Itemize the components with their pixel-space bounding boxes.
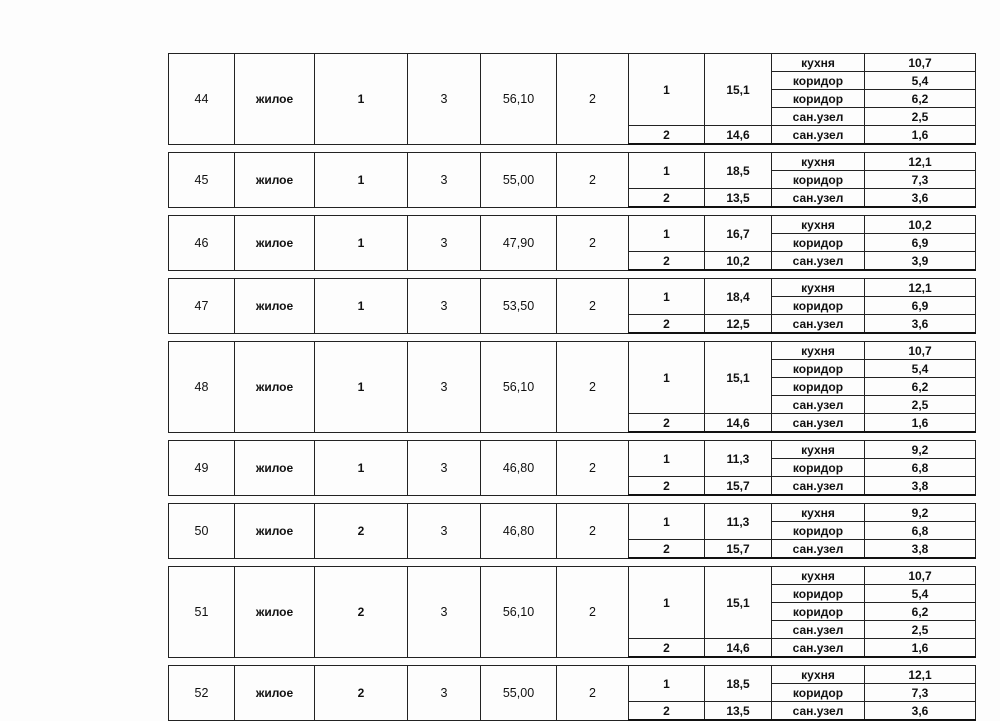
aux-room-name: коридор: [772, 72, 865, 90]
aux-room-area: 2,5: [865, 396, 976, 414]
room-number: 2: [629, 315, 705, 334]
group-separator: [169, 270, 976, 279]
aux-room-area: 2,5: [865, 108, 976, 126]
aux-room-name: кухня: [772, 342, 865, 360]
room-number: 2: [629, 414, 705, 433]
aux-room-area: 10,7: [865, 567, 976, 585]
aux-room-area: 1,6: [865, 414, 976, 433]
total-area: 56,10: [481, 342, 557, 433]
floor: 1: [315, 216, 408, 271]
group-separator: [169, 657, 976, 666]
group-separator: [169, 558, 976, 567]
rooms-count: 2: [557, 54, 629, 145]
aux-room-name: коридор: [772, 603, 865, 621]
premises-type: жилое: [235, 441, 315, 496]
rooms-count: 2: [557, 567, 629, 658]
aux-room-name: сан.узел: [772, 540, 865, 559]
table-row: [169, 342, 976, 360]
total-area: 55,00: [481, 666, 557, 721]
room-area: 15,1: [705, 342, 772, 414]
aux-room-name: сан.узел: [772, 108, 865, 126]
aux-room-name: коридор: [772, 171, 865, 189]
room-number: 1: [629, 342, 705, 414]
rooms-count: 2: [557, 441, 629, 496]
separator-cell: [169, 495, 976, 504]
aux-room-name: коридор: [772, 234, 865, 252]
total-area: 56,10: [481, 54, 557, 145]
col4-value: 3: [408, 279, 481, 334]
aux-room-name: сан.узел: [772, 126, 865, 145]
apartment-number: 50: [169, 504, 235, 559]
total-area: 53,50: [481, 279, 557, 334]
room-area: 15,7: [705, 477, 772, 496]
aux-room-area: 3,6: [865, 315, 976, 334]
table-row: [169, 567, 976, 585]
room-number: 2: [629, 540, 705, 559]
room-area: 10,2: [705, 252, 772, 271]
aux-room-name: коридор: [772, 459, 865, 477]
table-row: [169, 279, 976, 297]
room-number: 1: [629, 567, 705, 639]
col4-value: 3: [408, 504, 481, 559]
room-number: 2: [629, 639, 705, 658]
room-number: 1: [629, 54, 705, 126]
aux-room-name: коридор: [772, 684, 865, 702]
aux-room-name: сан.узел: [772, 621, 865, 639]
aux-room-area: 9,2: [865, 441, 976, 459]
room-area: 16,7: [705, 216, 772, 252]
aux-room-name: коридор: [772, 90, 865, 108]
table-row: [169, 216, 976, 234]
col4-value: 3: [408, 666, 481, 721]
room-number: 1: [629, 153, 705, 189]
aux-room-area: 7,3: [865, 684, 976, 702]
premises-type: жилое: [235, 216, 315, 271]
aux-room-area: 12,1: [865, 279, 976, 297]
total-area: 56,10: [481, 567, 557, 658]
room-area: 15,1: [705, 567, 772, 639]
apartment-number: 49: [169, 441, 235, 496]
room-area: 11,3: [705, 441, 772, 477]
room-area: 12,5: [705, 315, 772, 334]
aux-room-name: кухня: [772, 216, 865, 234]
apartment-number: 45: [169, 153, 235, 208]
aux-room-area: 6,2: [865, 378, 976, 396]
floor: 1: [315, 153, 408, 208]
apartment-number: 47: [169, 279, 235, 334]
floor: 1: [315, 279, 408, 334]
separator-cell: [169, 558, 976, 567]
aux-room-name: сан.узел: [772, 396, 865, 414]
aux-room-area: 10,7: [865, 342, 976, 360]
table-row: [169, 153, 976, 171]
room-area: 18,4: [705, 279, 772, 315]
aux-room-area: 3,8: [865, 540, 976, 559]
apartment-number: 48: [169, 342, 235, 433]
table-row: [169, 54, 976, 72]
aux-room-name: сан.узел: [772, 252, 865, 271]
room-number: 2: [629, 189, 705, 208]
aux-room-name: коридор: [772, 378, 865, 396]
aux-room-area: 6,2: [865, 90, 976, 108]
total-area: 46,80: [481, 504, 557, 559]
premises-type: жилое: [235, 666, 315, 721]
rooms-count: 2: [557, 342, 629, 433]
aux-room-name: сан.узел: [772, 702, 865, 721]
aux-room-area: 5,4: [865, 360, 976, 378]
aux-room-name: коридор: [772, 360, 865, 378]
separator-cell: [169, 333, 976, 342]
aux-room-name: кухня: [772, 54, 865, 72]
aux-room-name: кухня: [772, 279, 865, 297]
separator-cell: [169, 432, 976, 441]
room-area: 14,6: [705, 639, 772, 658]
group-separator: [169, 333, 976, 342]
floor: 1: [315, 342, 408, 433]
aux-room-area: 5,4: [865, 585, 976, 603]
aux-room-area: 1,6: [865, 639, 976, 658]
rooms-count: 2: [557, 504, 629, 559]
aux-room-name: кухня: [772, 504, 865, 522]
aux-room-name: кухня: [772, 153, 865, 171]
aux-room-name: сан.узел: [772, 414, 865, 433]
aux-room-name: сан.узел: [772, 639, 865, 658]
room-number: 1: [629, 441, 705, 477]
group-separator: [169, 432, 976, 441]
aux-room-name: сан.узел: [772, 189, 865, 208]
room-area: 13,5: [705, 189, 772, 208]
aux-room-area: 6,8: [865, 459, 976, 477]
room-number: 1: [629, 666, 705, 702]
room-area: 13,5: [705, 702, 772, 721]
room-number: 1: [629, 216, 705, 252]
room-area: 14,6: [705, 126, 772, 145]
apartment-number: 52: [169, 666, 235, 721]
aux-room-area: 12,1: [865, 666, 976, 684]
aux-room-area: 2,5: [865, 621, 976, 639]
table-row: [169, 504, 976, 522]
separator-cell: [169, 657, 976, 666]
premises-type: жилое: [235, 279, 315, 334]
table-body: [169, 54, 976, 721]
aux-room-area: 9,2: [865, 504, 976, 522]
rooms-count: 2: [557, 279, 629, 334]
aux-room-name: коридор: [772, 297, 865, 315]
aux-room-name: коридор: [772, 585, 865, 603]
col4-value: 3: [408, 441, 481, 496]
group-separator: [169, 207, 976, 216]
col4-value: 3: [408, 567, 481, 658]
room-area: 18,5: [705, 153, 772, 189]
apartment-number: 46: [169, 216, 235, 271]
room-area: 11,3: [705, 504, 772, 540]
aux-room-name: кухня: [772, 567, 865, 585]
room-number: 2: [629, 252, 705, 271]
group-separator: [169, 495, 976, 504]
group-separator: [169, 144, 976, 153]
aux-room-name: кухня: [772, 441, 865, 459]
premises-type: жилое: [235, 567, 315, 658]
premises-type: жилое: [235, 504, 315, 559]
room-number: 1: [629, 504, 705, 540]
aux-room-area: 5,4: [865, 72, 976, 90]
room-area: 15,7: [705, 540, 772, 559]
rooms-count: 2: [557, 216, 629, 271]
aux-room-area: 3,6: [865, 189, 976, 208]
aux-room-area: 10,7: [865, 54, 976, 72]
aux-room-name: сан.узел: [772, 477, 865, 496]
floor: 1: [315, 54, 408, 145]
rooms-count: 2: [557, 153, 629, 208]
aux-room-area: 6,8: [865, 522, 976, 540]
room-number: 2: [629, 702, 705, 721]
table-row: [169, 441, 976, 459]
aux-room-area: 12,1: [865, 153, 976, 171]
separator-cell: [169, 207, 976, 216]
room-number: 2: [629, 477, 705, 496]
apartments-table: [168, 53, 976, 721]
col4-value: 3: [408, 54, 481, 145]
premises-type: жилое: [235, 153, 315, 208]
room-area: 14,6: [705, 414, 772, 433]
aux-room-area: 7,3: [865, 171, 976, 189]
room-number: 1: [629, 279, 705, 315]
premises-type: жилое: [235, 342, 315, 433]
aux-room-area: 6,2: [865, 603, 976, 621]
total-area: 46,80: [481, 441, 557, 496]
room-area: 18,5: [705, 666, 772, 702]
aux-room-area: 6,9: [865, 234, 976, 252]
premises-type: жилое: [235, 54, 315, 145]
aux-room-name: кухня: [772, 666, 865, 684]
aux-room-area: 3,8: [865, 477, 976, 496]
apartment-number: 51: [169, 567, 235, 658]
table-row: [169, 666, 976, 684]
aux-room-area: 10,2: [865, 216, 976, 234]
room-area: 15,1: [705, 54, 772, 126]
aux-room-name: сан.узел: [772, 315, 865, 334]
rooms-count: 2: [557, 666, 629, 721]
aux-room-area: 3,6: [865, 702, 976, 721]
aux-room-area: 6,9: [865, 297, 976, 315]
floor: 2: [315, 567, 408, 658]
floor: 2: [315, 504, 408, 559]
room-number: 2: [629, 126, 705, 145]
aux-room-area: 1,6: [865, 126, 976, 145]
floor: 1: [315, 441, 408, 496]
floor: 2: [315, 666, 408, 721]
separator-cell: [169, 144, 976, 153]
col4-value: 3: [408, 153, 481, 208]
apartment-number: 44: [169, 54, 235, 145]
total-area: 47,90: [481, 216, 557, 271]
col4-value: 3: [408, 216, 481, 271]
total-area: 55,00: [481, 153, 557, 208]
separator-cell: [169, 270, 976, 279]
aux-room-area: 3,9: [865, 252, 976, 271]
col4-value: 3: [408, 342, 481, 433]
aux-room-name: коридор: [772, 522, 865, 540]
